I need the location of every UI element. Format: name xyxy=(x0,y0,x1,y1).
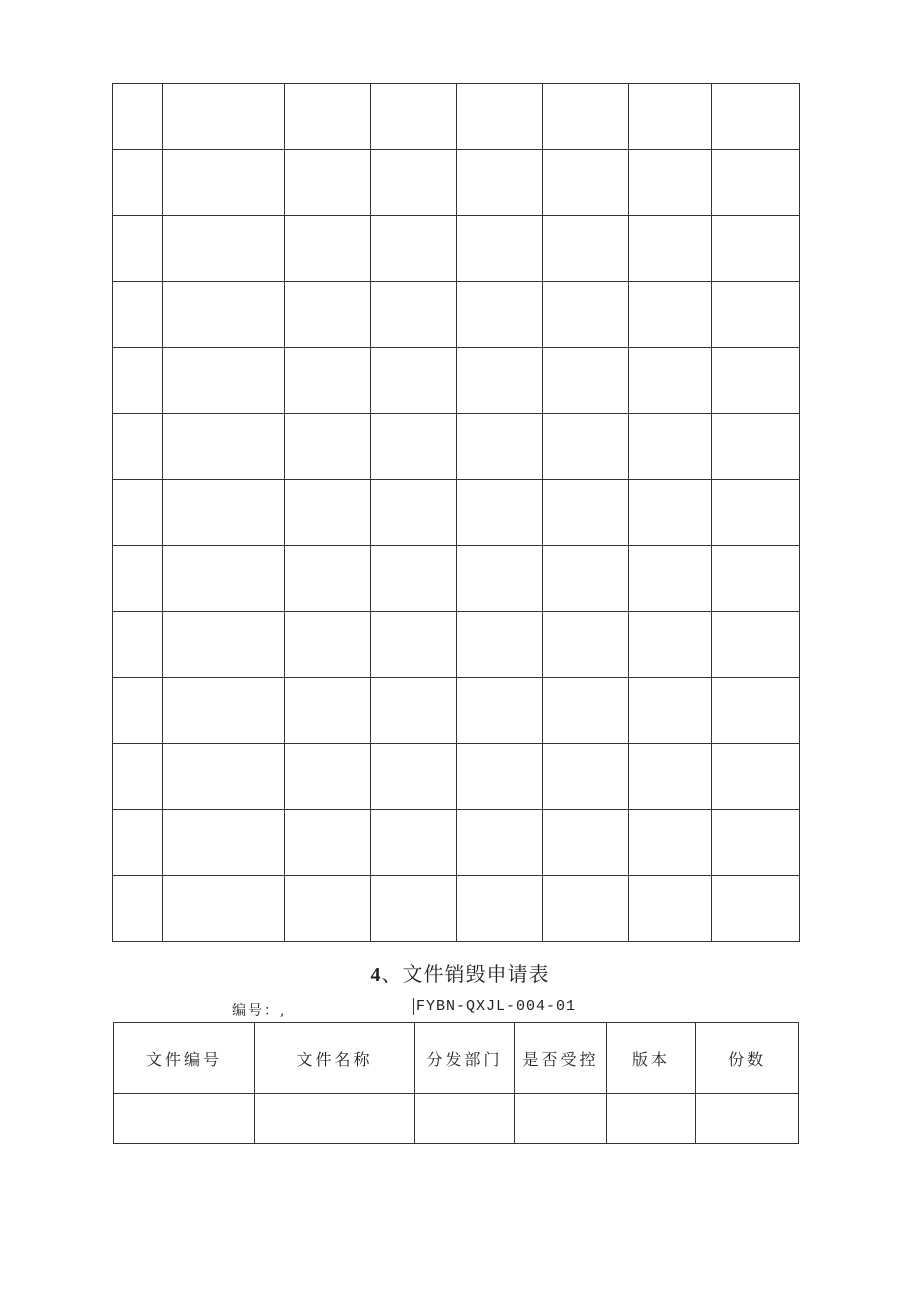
grid-cell[interactable] xyxy=(457,84,543,150)
grid-cell[interactable] xyxy=(457,216,543,282)
grid-cell[interactable] xyxy=(285,282,371,348)
grid-cell[interactable] xyxy=(285,348,371,414)
grid-cell[interactable] xyxy=(163,480,285,546)
table-cell[interactable] xyxy=(696,1094,799,1144)
grid-cell[interactable] xyxy=(543,216,629,282)
grid-cell[interactable] xyxy=(285,744,371,810)
grid-cell[interactable] xyxy=(629,744,712,810)
grid-cell[interactable] xyxy=(113,414,163,480)
grid-cell[interactable] xyxy=(543,282,629,348)
grid-cell[interactable] xyxy=(371,876,457,942)
grid-cell[interactable] xyxy=(543,348,629,414)
grid-cell[interactable] xyxy=(163,84,285,150)
table-cell[interactable] xyxy=(415,1094,515,1144)
grid-cell[interactable] xyxy=(543,876,629,942)
table-row xyxy=(114,1094,799,1144)
grid-cell[interactable] xyxy=(629,612,712,678)
grid-row xyxy=(113,546,800,612)
grid-cell[interactable] xyxy=(285,678,371,744)
grid-cell[interactable] xyxy=(712,810,800,876)
grid-cell[interactable] xyxy=(712,348,800,414)
header-controlled: 是否受控 xyxy=(515,1023,607,1094)
grid-row xyxy=(113,216,800,282)
grid-cell[interactable] xyxy=(712,150,800,216)
grid-cell[interactable] xyxy=(629,810,712,876)
grid-cell[interactable] xyxy=(629,678,712,744)
grid-cell[interactable] xyxy=(457,150,543,216)
grid-cell[interactable] xyxy=(457,612,543,678)
grid-cell[interactable] xyxy=(543,150,629,216)
grid-cell[interactable] xyxy=(543,480,629,546)
grid-cell[interactable] xyxy=(285,876,371,942)
section-title xyxy=(0,958,920,987)
grid-cell[interactable] xyxy=(629,216,712,282)
grid-cell[interactable] xyxy=(457,744,543,810)
grid-row xyxy=(113,414,800,480)
grid-cell[interactable] xyxy=(543,414,629,480)
grid-cell[interactable] xyxy=(457,282,543,348)
grid-cell[interactable] xyxy=(457,810,543,876)
grid-cell[interactable] xyxy=(163,282,285,348)
grid-cell[interactable] xyxy=(457,678,543,744)
grid-cell[interactable] xyxy=(712,84,800,150)
grid-cell[interactable] xyxy=(285,150,371,216)
grid-cell[interactable] xyxy=(163,810,285,876)
grid-cell[interactable] xyxy=(113,216,163,282)
grid-cell[interactable] xyxy=(113,612,163,678)
grid-cell[interactable] xyxy=(371,678,457,744)
grid-cell[interactable] xyxy=(629,84,712,150)
grid-cell[interactable] xyxy=(629,282,712,348)
grid-cell[interactable] xyxy=(543,546,629,612)
grid-cell[interactable] xyxy=(163,612,285,678)
grid-cell[interactable] xyxy=(629,480,712,546)
grid-row xyxy=(113,150,800,216)
grid-cell[interactable] xyxy=(371,744,457,810)
blank-record-grid xyxy=(112,83,800,942)
grid-cell[interactable] xyxy=(163,216,285,282)
grid-cell[interactable] xyxy=(371,810,457,876)
grid-cell[interactable] xyxy=(629,414,712,480)
grid-cell[interactable] xyxy=(285,546,371,612)
doc-number-value: FYBN-QXJL-004-01 xyxy=(413,998,576,1015)
grid-cell[interactable] xyxy=(113,744,163,810)
header-file-name: 文件名称 xyxy=(255,1023,415,1094)
grid-row xyxy=(113,744,800,810)
grid-row xyxy=(113,876,800,942)
grid-cell[interactable] xyxy=(163,414,285,480)
grid-cell[interactable] xyxy=(113,810,163,876)
header-file-number: 文件编号 xyxy=(114,1023,255,1094)
grid-cell[interactable] xyxy=(712,744,800,810)
grid-cell[interactable] xyxy=(371,150,457,216)
grid-cell[interactable] xyxy=(371,414,457,480)
grid-row xyxy=(113,84,800,150)
grid-cell[interactable] xyxy=(285,612,371,678)
grid-cell[interactable] xyxy=(371,348,457,414)
grid-cell[interactable] xyxy=(113,546,163,612)
grid-cell[interactable] xyxy=(285,480,371,546)
grid-cell[interactable] xyxy=(629,150,712,216)
table-cell[interactable] xyxy=(114,1094,255,1144)
grid-row xyxy=(113,348,800,414)
grid-cell[interactable] xyxy=(163,876,285,942)
section-number: 4 xyxy=(370,964,382,986)
grid-cell[interactable] xyxy=(457,480,543,546)
section-title-text: 文件销毁申请表 xyxy=(402,962,550,986)
grid-cell[interactable] xyxy=(163,744,285,810)
grid-cell[interactable] xyxy=(457,876,543,942)
doc-number-label: 编号：, xyxy=(232,1003,287,1019)
grid-cell[interactable] xyxy=(712,414,800,480)
grid-cell[interactable] xyxy=(285,810,371,876)
header-copies: 份数 xyxy=(696,1023,799,1094)
grid-cell[interactable] xyxy=(629,876,712,942)
grid-cell[interactable] xyxy=(371,282,457,348)
grid-cell[interactable] xyxy=(457,414,543,480)
grid-cell[interactable] xyxy=(163,546,285,612)
grid-cell[interactable] xyxy=(113,678,163,744)
destroy-request-table xyxy=(113,1022,799,1144)
grid-cell[interactable] xyxy=(371,84,457,150)
grid-cell[interactable] xyxy=(285,216,371,282)
grid-cell[interactable] xyxy=(712,876,800,942)
grid-cell[interactable] xyxy=(371,480,457,546)
grid-cell[interactable] xyxy=(113,282,163,348)
grid-row xyxy=(113,678,800,744)
grid-cell[interactable] xyxy=(712,216,800,282)
grid-cell[interactable] xyxy=(163,678,285,744)
grid-row xyxy=(113,612,800,678)
grid-cell[interactable] xyxy=(543,84,629,150)
grid-cell[interactable] xyxy=(285,414,371,480)
grid-row xyxy=(113,480,800,546)
grid-cell[interactable] xyxy=(163,348,285,414)
header-version: 版本 xyxy=(607,1023,696,1094)
grid-cell[interactable] xyxy=(371,612,457,678)
grid-cell[interactable] xyxy=(113,84,163,150)
grid-cell[interactable] xyxy=(543,678,629,744)
grid-cell[interactable] xyxy=(457,546,543,612)
grid-cell[interactable] xyxy=(543,810,629,876)
table-header-row xyxy=(114,1023,799,1094)
grid-cell[interactable] xyxy=(163,150,285,216)
grid-cell[interactable] xyxy=(712,612,800,678)
grid-cell[interactable] xyxy=(457,348,543,414)
header-department: 分发部门 xyxy=(415,1023,515,1094)
grid-cell[interactable] xyxy=(371,546,457,612)
table-cell[interactable] xyxy=(515,1094,607,1144)
grid-row xyxy=(113,810,800,876)
grid-cell[interactable] xyxy=(113,348,163,414)
grid-cell[interactable] xyxy=(712,282,800,348)
grid-cell[interactable] xyxy=(629,546,712,612)
grid-cell[interactable] xyxy=(629,348,712,414)
grid-cell[interactable] xyxy=(113,876,163,942)
grid-cell[interactable] xyxy=(371,216,457,282)
grid-cell[interactable] xyxy=(712,546,800,612)
grid-cell[interactable] xyxy=(285,84,371,150)
table-cell[interactable] xyxy=(255,1094,415,1144)
section-separator: 、 xyxy=(381,962,403,986)
grid-row xyxy=(113,282,800,348)
table-cell[interactable] xyxy=(607,1094,696,1144)
grid-cell[interactable] xyxy=(543,612,629,678)
grid-cell[interactable] xyxy=(113,150,163,216)
grid-cell[interactable] xyxy=(113,480,163,546)
grid-cell[interactable] xyxy=(543,744,629,810)
grid-cell[interactable] xyxy=(712,678,800,744)
grid-cell[interactable] xyxy=(712,480,800,546)
